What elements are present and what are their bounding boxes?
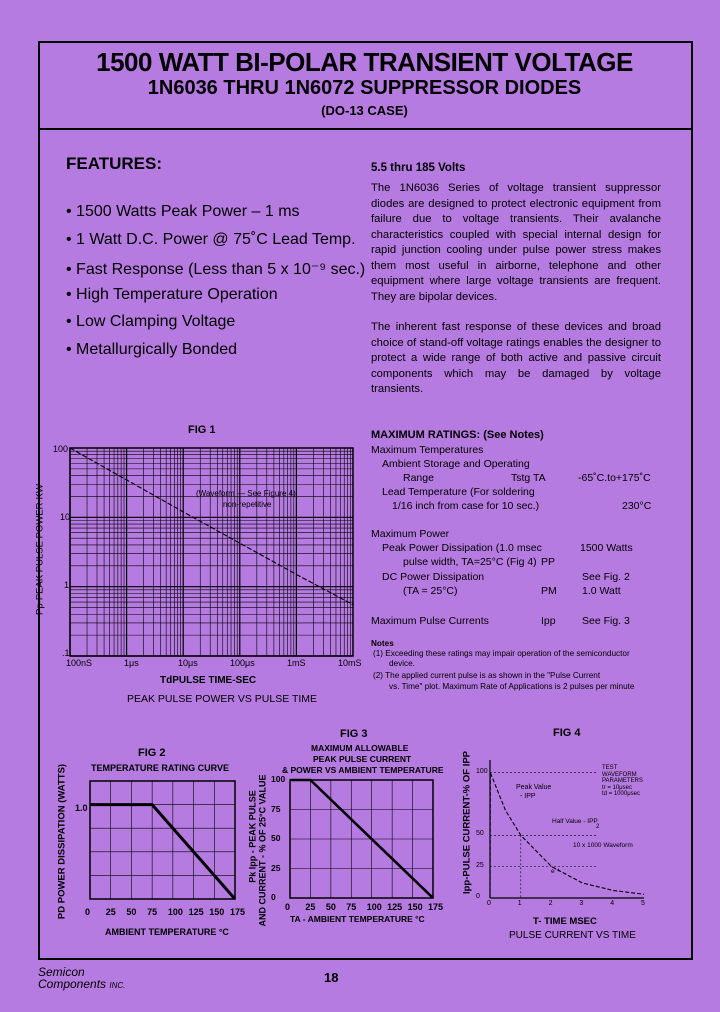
fig1-xtick: 10μs (178, 658, 198, 668)
ratings-peak-power: Peak Power Dissipation (1.0 msec (382, 542, 542, 554)
note-2b: vs. Time" plot. Maximum Rate of Applications is 2 pulses per minute (389, 682, 635, 691)
ratings-pulse-symbol: Ipp (541, 615, 556, 627)
fig4-ylabel: Ipp-PULSE CURRENT-% OF IPP (461, 750, 473, 895)
fig3-xtick: 125 (387, 902, 403, 912)
fig2-xtick: 50 (126, 907, 137, 917)
fig4-half-label: Half Value - IPP (552, 818, 598, 825)
ratings-pulse-value: See Fig. 3 (582, 615, 630, 627)
fig4-decay-label: 10 x 1000 Waveform (573, 842, 633, 849)
fig2-xtick: 100 (167, 907, 183, 917)
fig3-xtick: 100 (366, 902, 382, 912)
title-line-2: 1N6036 THRU 1N6072 SUPPRESSOR DIODES (147, 77, 582, 99)
feature-item: • Low Clamping Voltage (66, 313, 236, 330)
fig4-xtick: 5 (641, 900, 645, 907)
fig3-ytick: 25 (271, 862, 281, 873)
fig3-ytick: 75 (271, 803, 281, 814)
fig1-xtick: 1mS (287, 658, 306, 668)
fig3-xtick: 25 (305, 902, 316, 912)
note-2a: (2) The applied current pulse is as shown in the "Pulse Current (373, 671, 601, 680)
fig4-peak-label-2: - IPP (520, 793, 536, 800)
fig1-annotation: (Waveform — See Figure 4) (196, 489, 296, 498)
fig2-xtick: 175 (230, 907, 246, 917)
fig2-xtick: 125 (188, 907, 204, 917)
fig2-ylabel: PD POWER DISSIPATION (WATTS) (56, 763, 68, 920)
fig3-xtick: 75 (346, 902, 357, 912)
fig3-xlabel: TA - AMBIENT TEMPERATURE °C (290, 914, 425, 924)
fig3-ylabel-1: Pk Ipp - PEAK PULSE (247, 790, 258, 883)
ratings-dc-symbol: PM (541, 585, 557, 597)
fig4-caption: PULSE CURRENT VS TIME (509, 930, 636, 941)
ratings-max-temps: Maximum Temperatures (371, 444, 484, 456)
ratings-peak-value: 1500 Watts (580, 542, 633, 554)
fig4-ytick: 25 (476, 861, 484, 869)
fig1-ytick: 100 (53, 444, 69, 454)
fig4-legend (602, 765, 643, 798)
ratings-range-symbol: Tstg TA (511, 472, 546, 484)
header-divider (38, 128, 691, 130)
fig1-annotation-2: non-repetitive (223, 500, 272, 509)
fig3-xtick: 175 (428, 902, 444, 912)
ratings-dc-power: DC Power Dissipation (382, 571, 485, 583)
fig1-curve (70, 448, 353, 605)
fig4-legend-line: tr = 10μsec (602, 784, 632, 791)
fig4-half-sub: 2 (596, 824, 600, 830)
fig2-ytick: 1.0 (75, 803, 88, 813)
fig4-xlabel: T- TIME MSEC (533, 916, 597, 927)
company-name-2-text: Components (38, 977, 107, 991)
ratings-peak-symbol: PP (541, 556, 556, 568)
fig3-ytick: 0 (271, 892, 276, 902)
fig4-ytick: 100 (476, 767, 488, 775)
page-number: 18 (324, 970, 339, 985)
fig1-xtick: 100μs (230, 658, 255, 668)
feature-item: • Metallurgically Bonded (66, 341, 238, 358)
fig3-sub1: MAXIMUM ALLOWABLE (311, 743, 409, 753)
fig1-xtick: 100nS (66, 658, 93, 668)
fig2-xlabel: AMBIENT TEMPERATURE °C (105, 927, 229, 937)
fig1-ylabel: Pp-PEAK PULSE POWER-KW (34, 484, 46, 615)
ratings-peak-power-2: pulse width, TA=25°C (Fig 4) (403, 556, 537, 568)
ratings-heading: MAXIMUM RATINGS: (See Notes) (371, 429, 544, 441)
fig4-legend-line: TEST (602, 765, 618, 771)
company-logo (38, 966, 125, 992)
fig4-e-label: e⁻ᵗ (551, 868, 560, 875)
fig3-xtick: 150 (407, 902, 423, 912)
voltage-range: 5.5 thru 185 Volts (371, 162, 466, 174)
ratings-dc-value-b: 1.0 Watt (582, 585, 621, 597)
features-heading: FEATURES: (66, 154, 163, 173)
fig2-xtick: 75 (147, 907, 158, 917)
fig3-ylabel-2: AND CURRENT - % OF 25°C VALUE (257, 774, 268, 927)
company-name-2 (38, 978, 125, 992)
ratings-pulse-currents: Maximum Pulse Currents (371, 615, 489, 627)
fig2-label: FIG 2 (138, 747, 166, 759)
fig2-chart (90, 781, 237, 901)
fig1-ytick: 1 (64, 580, 70, 590)
ratings-lead-value: 230°C (622, 500, 652, 512)
fig1-ytick: .1 (62, 648, 70, 658)
fig3-chart (290, 780, 435, 900)
fig2-xtick: 0 (85, 907, 91, 917)
fig4-legend-line: td = 1000μsec (602, 791, 640, 797)
feature-item: • 1500 Watts Peak Power – 1 ms (66, 203, 300, 220)
ratings-lead-temp: Lead Temperature (For soldering (382, 486, 535, 498)
fig4-label: FIG 4 (553, 727, 581, 739)
fig2-ylabel-box (52, 763, 70, 920)
company-name-1: Semicon (38, 965, 85, 979)
fig1-xlabel: TdPULSE TIME-SEC (160, 675, 257, 686)
fig3-sub2: PEAK PULSE CURRENT (313, 754, 412, 764)
company-inc: INC. (109, 981, 126, 990)
ratings-ambient: Ambient Storage and Operating (382, 458, 530, 470)
fig4-ytick: 50 (476, 830, 484, 838)
fig4-xtick: 2 (548, 900, 553, 907)
notes-heading: Notes (371, 639, 394, 648)
feature-item: • 1 Watt D.C. Power @ 75˚C Lead Temp. (66, 231, 356, 248)
fig1-frame (70, 448, 353, 656)
fig2-xtick: 150 (209, 907, 225, 917)
fig2-xtick: 25 (105, 907, 116, 917)
fig3-ylabel-box (243, 774, 273, 927)
ratings-lead-temp-2: 1/16 inch from case for 10 sec.) (392, 500, 540, 512)
fig2-frame (90, 781, 235, 899)
fig4-xtick: 1 (517, 900, 522, 907)
fig1-xtick: 10mS (338, 658, 362, 668)
fig2-subtitle: TEMPERATURE RATING CURVE (91, 763, 230, 773)
fig3-label: FIG 3 (340, 728, 368, 740)
note-1a: (1) Exceeding these ratings may impair operation of the semiconductor (373, 649, 630, 658)
ratings-range-value: -65˚C.to+175˚C (578, 472, 651, 484)
title-line-1: 1500 WATT BI-POLAR TRANSIENT VOLTAGE (96, 47, 633, 77)
fig4-xtick: 4 (610, 900, 615, 907)
fig4-xtick: 0 (487, 900, 491, 907)
fig1-ytick: 10 (60, 512, 71, 522)
fig1-ylabel-box (30, 448, 52, 658)
description-para-2: The inherent fast response of these devices and broad choice of stand-off voltage ratings enables the designer to protect a wide range of both active and passive circuit components which may be damaged by voltage transients. (371, 321, 661, 395)
fig4-peak-label: Peak Value (516, 784, 552, 791)
title-line-3: (DO-13 CASE) (321, 103, 408, 118)
ratings-range-label: Range (403, 472, 434, 484)
ratings-dc-value-a: See Fig. 2 (582, 571, 630, 583)
fig4-ytick: 0 (476, 893, 480, 900)
description-para-1: The 1N6036 Series of voltage transient suppressor diodes are designed to protect electronic equipment from failure due to voltage transients. Their avalanche characteristics coupled with special internal design for rapid junction cooling under pulse power stress makes them most useful in airborne, telephone and other equipment where large voltage transients are frequent. They are bipolar devices. (371, 182, 661, 303)
fig4-legend-line: PARAMETERS (602, 778, 643, 784)
fig1-chart (70, 448, 356, 658)
fig3-ytick: 100 (271, 774, 286, 784)
fig3-ytick: 50 (271, 833, 281, 843)
feature-item: • Fast Response (Less than 5 x 10⁻⁹ sec.) (66, 261, 366, 278)
fig3-xtick: 50 (325, 902, 336, 912)
ratings-dc-power-2: (TA = 25°C) (403, 585, 458, 597)
fig3-xtick: 0 (285, 902, 291, 912)
fig4-legend-line: WAVEFORM (602, 771, 637, 778)
note-1b: device. (389, 659, 415, 668)
fig1-label: FIG 1 (188, 424, 216, 436)
feature-item: • High Temperature Operation (66, 286, 278, 303)
fig4-xtick: 3 (579, 900, 584, 907)
fig3-sub3: & POWER VS AMBIENT TEMPERATURE (282, 765, 444, 775)
ratings-max-power: Maximum Power (371, 528, 450, 540)
fig1-caption: PEAK PULSE POWER VS PULSE TIME (127, 693, 318, 705)
fig1-xtick: 1μs (124, 658, 139, 668)
